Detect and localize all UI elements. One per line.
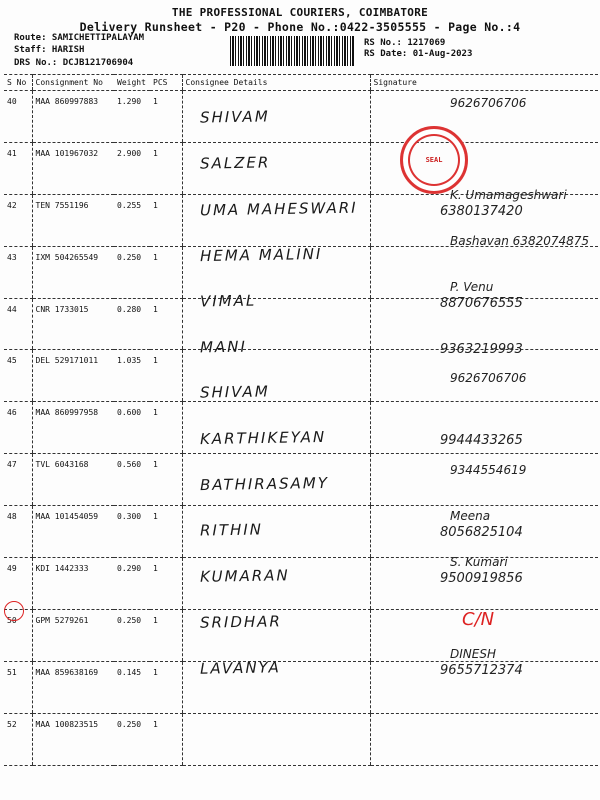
handwritten-consignee: SHIVAM [199,107,270,127]
row-weight: 0.250 [114,713,150,765]
row-sno: 41 [4,142,32,194]
row-consignment: DEL 529171011 [32,350,114,402]
row-sno: 42 [4,194,32,246]
handwritten-consignee: VIMAL [199,291,257,311]
row-sno: 44 [4,298,32,350]
signature-line-2: 9944433265 [440,433,523,449]
row-sno: 43 [4,246,32,298]
signature-line-2: 9363219993 [440,341,523,357]
signature-line-1: P. Venu [450,279,494,294]
row-weight: 0.300 [114,506,150,558]
row-weight: 0.560 [114,454,150,506]
row-sno: 46 [4,402,32,454]
handwritten-consignee: SHIVAM [199,382,270,402]
row-signature-cell [370,454,598,506]
signature-line-1: Meena [450,509,491,524]
row-pcs: 1 [150,91,182,143]
row-sno: 52 [4,713,32,765]
table-row [4,713,598,765]
row-weight: 1.290 [114,91,150,143]
row-consignment: MAA 101967032 [32,142,114,194]
row-consignment: MAA 860997883 [32,91,114,143]
row-consignment: KDI 1442333 [32,558,114,610]
row-pcs: 1 [150,454,182,506]
row-consignment: MAA 859638169 [32,661,114,713]
handwritten-consignee: LAVANYA [199,658,282,678]
handwritten-consignee: SALZER [199,153,271,173]
handwritten-consignee: RITHIN [199,520,264,540]
signature-line-1: 9626706706 [450,371,527,386]
signature-line-1: K. Umamageshwari [450,187,567,202]
row-weight: 0.600 [114,402,150,454]
row-pcs: 1 [150,609,182,661]
signature-line-2: 9655712374 [440,662,523,678]
row-signature-cell [370,713,598,765]
row-weight: 0.250 [114,609,150,661]
row-sno: 40 [4,91,32,143]
table-row [4,609,598,661]
runsheet-title: Delivery Runsheet - P20 - Phone No.:0422-3505555 - Page No.:4 [79,20,521,34]
handwritten-consignee: BATHIRASAMY [199,474,330,495]
row-consignment: TVL 6043168 [32,454,114,506]
company-seal-stamp: SEAL [400,126,468,194]
row-weight: 0.280 [114,298,150,350]
row-weight: 0.250 [114,246,150,298]
row-pcs: 1 [150,246,182,298]
barcode [230,36,354,66]
row-weight: 1.035 [114,350,150,402]
row-pcs: 1 [150,142,182,194]
col-weight: Weight [114,75,150,91]
signature-line-1: 9344554619 [450,463,527,478]
signature-line-2: 8056825104 [440,525,523,541]
col-consignee: Consignee Details [182,75,370,91]
row-pcs: 1 [150,350,182,402]
handwritten-consignee: KUMARAN [199,566,290,586]
row-sno: 50 [4,609,32,661]
company-title: THE PROFESSIONAL COURIERS, COIMBATORE [171,6,429,19]
row-pcs: 1 [150,558,182,610]
row-pcs: 1 [150,713,182,765]
signature-line-2: 9500919856 [440,571,523,586]
row-sno: 47 [4,454,32,506]
handwritten-consignee: KARTHIKEYAN [199,428,327,449]
rs-number: RS No.: 1217069 [364,38,446,48]
row-pcs: 1 [150,661,182,713]
row-consignment: GPM 5279261 [32,609,114,661]
table-row [4,142,598,194]
handwritten-consignee: UMA MAHESWARI [199,198,358,220]
row-sno: 48 [4,506,32,558]
row-sno: 51 [4,661,32,713]
row-pcs: 1 [150,506,182,558]
row-consignee-cell [182,713,370,765]
row-consignment: MAA 860997958 [32,402,114,454]
col-sno: S No [4,75,32,91]
row-sno: 49 [4,558,32,610]
signature-line-1: DINESH [450,646,496,661]
handwritten-consignee: HEMA MALINI [199,244,323,265]
row-weight: 0.255 [114,194,150,246]
row-pcs: 1 [150,194,182,246]
signature-line-2: 8870676555 [440,295,523,311]
row-weight: 0.145 [114,661,150,713]
staff-label: Staff: HARISH [14,45,85,55]
col-consignment: Consignment No [32,75,114,91]
signature-line-1: C/N [462,608,495,630]
table-header-row [4,75,598,91]
signature-line-2: 6380137420 [440,203,523,219]
rs-date: RS Date: 01-Aug-2023 [364,49,473,59]
handwritten-consignee: SRIDHAR [199,612,283,632]
row-sno: 45 [4,350,32,402]
row-pcs: 1 [150,298,182,350]
handwritten-consignee: MANI [199,337,248,356]
row-pcs: 1 [150,402,182,454]
row-consignment: CNR 1733015 [32,298,114,350]
drs-label: DRS No.: DCJB121706904 [14,58,134,68]
col-signature: Signature [370,75,598,91]
row-consignment: TEN 7551196 [32,194,114,246]
signature-line-1: 9626706706 [450,96,527,110]
row-consignment: MAA 100823515 [32,713,114,765]
row-consignment: IXM 504265549 [32,246,114,298]
row-weight: 0.290 [114,558,150,610]
signature-line-1: S. Kumari [450,555,508,569]
signature-line-1: Bashavan 6382074875 [450,233,590,248]
row-weight: 2.900 [114,142,150,194]
row-consignment: MAA 101454059 [32,506,114,558]
row-51-circle-mark [4,601,24,621]
col-pcs: PCS [150,75,182,91]
route-label: Route: SAMICHETTIPALAYAM [14,33,145,43]
